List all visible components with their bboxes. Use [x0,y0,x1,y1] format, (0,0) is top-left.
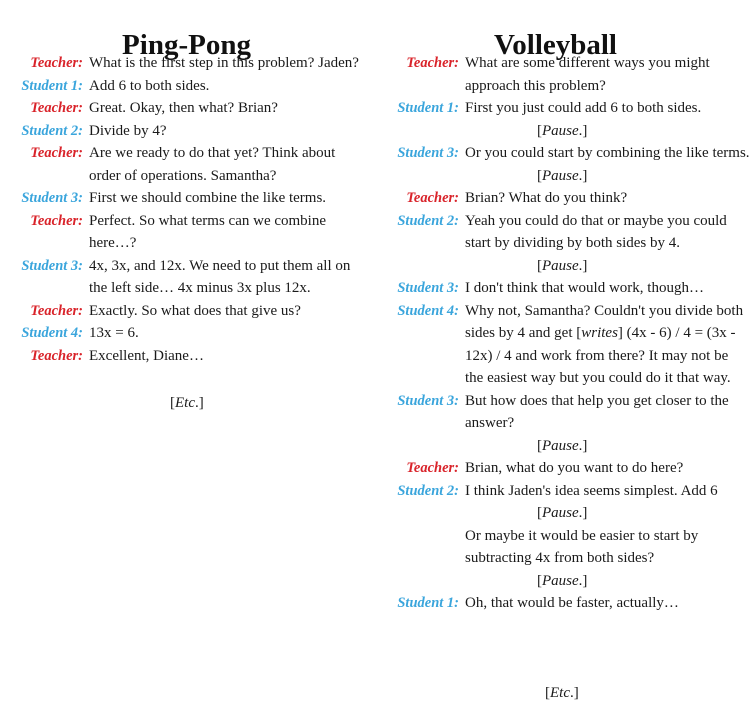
speaker-label: Student 2: [397,212,459,229]
volleyball-dialog [375,52,750,615]
dialog-line [0,322,375,345]
pause-note: [Pause.] [537,572,588,589]
dialog-line [375,592,750,615]
dialog-text: Add 6 to both sides. [89,77,210,94]
speaker-label: Teacher: [406,460,459,476]
dialog-text: Or maybe it would be easier to start by subtracting 4x from both sides? [465,527,699,566]
dialog-text: Brian, what do you want to do here? [465,460,684,476]
dialog-text: Great. Okay, then what? Brian? [89,100,278,116]
dialog-line [0,52,375,75]
dialog-line [375,210,750,255]
dialog-text: Or you could start by combining the like terms. [465,145,750,161]
speaker-label: Teacher: [406,55,459,71]
dialog-text: Perfect. So what terms can we combine here…? [89,212,327,251]
dialog-line [375,277,750,300]
pause-note: [Pause.] [537,437,588,454]
speaker-label: Student 3: [21,190,83,206]
speaker-label: Teacher: [30,302,83,319]
dialog-line [0,142,375,187]
dialog-line [0,255,375,300]
dialog-line-continuation [375,525,750,570]
speaker-label: Teacher: [30,347,83,364]
dialog-line [375,187,750,210]
speaker-label: Teacher: [30,55,83,71]
volleyball-title: Volleyball [493,29,617,62]
pause-note: [Pause.] [537,167,588,184]
speaker-label: Student 3: [397,145,459,161]
speaker-label: Teacher: [30,100,83,116]
speaker-label: Teacher: [30,212,83,229]
dialog-line [375,52,750,97]
dialog-line [375,390,750,435]
speaker-label: Student 3: [397,392,459,409]
ping-pong-dialog [0,52,375,367]
dialog-line [375,142,750,165]
dialog-text: Excellent, Diane… [89,347,204,364]
dialog-line [0,75,375,98]
etc-note: [Etc.] [170,395,204,411]
dialog-line [375,480,750,503]
speaker-label: Student 3: [21,257,83,274]
ping-pong-title: Ping-Pong [122,29,251,62]
dialog-text: Yeah you could do that or maybe you could start by dividing by both sides by 4. [465,212,727,251]
pause-note: [Pause.] [537,505,588,521]
dialog-line [0,97,375,120]
dialog-text: I think Jaden's idea seems simplest. Add 6 [465,482,718,499]
dialog-text: First you just could add 6 to both sides. [465,100,702,116]
speaker-label: Student 4: [397,302,459,319]
dialog-line [0,300,375,323]
dialog-line [375,457,750,480]
speaker-label: Teacher: [406,190,459,206]
dialog-text: Why not, Samantha? Couldn't you divide both sides by 4 and get [writes] (4x - 6) / 4 = (3x - 12x) / 4 and work from there? It may not be the easiest way but you could do it that way. [465,302,744,386]
speaker-label: Teacher: [30,145,83,161]
dialog-line [0,187,375,210]
dialog-text: What is the first step in this problem? Jaden? [89,55,359,71]
dialog-text: Are we ready to do that yet? Think about order of operations. Samantha? [89,145,336,184]
speaker-label: Student 1: [397,595,459,611]
dialog-line [375,300,750,390]
dialog-text: Divide by 4? [89,122,167,139]
dialog-text: But how does that help you get closer to the answer? [465,392,729,431]
speaker-label: Student 1: [397,100,459,116]
speaker-label: Student 1: [21,77,83,94]
dialog-text: 13x = 6. [89,325,139,341]
speaker-label: Student 4: [21,325,83,341]
dialog-text: 4x, 3x, and 12x. We need to put them all on the left side… 4x minus 3x plus 12x. [89,257,351,296]
etc-note: [Etc.] [545,685,579,701]
dialog-line [0,120,375,143]
speaker-label: Student 2: [21,122,83,139]
dialog-text: Exactly. So what does that give us? [89,302,301,319]
speaker-label: Student 2: [397,482,459,499]
dialog-text: First we should combine the like terms. [89,190,327,206]
speaker-label: Student 3: [397,280,459,296]
pause-note: [Pause.] [537,257,588,274]
dialog-text: What are some different ways you might approach this problem? [465,55,710,94]
dialog-line [0,210,375,255]
dialog-text: Oh, that would be faster, actually… [465,595,679,611]
dialog-line [0,345,375,368]
dialog-text: I don't think that would work, though… [465,280,704,296]
dialog-text: Brian? What do you think? [465,190,628,206]
pause-note: [Pause.] [537,122,588,139]
dialog-line [375,97,750,120]
